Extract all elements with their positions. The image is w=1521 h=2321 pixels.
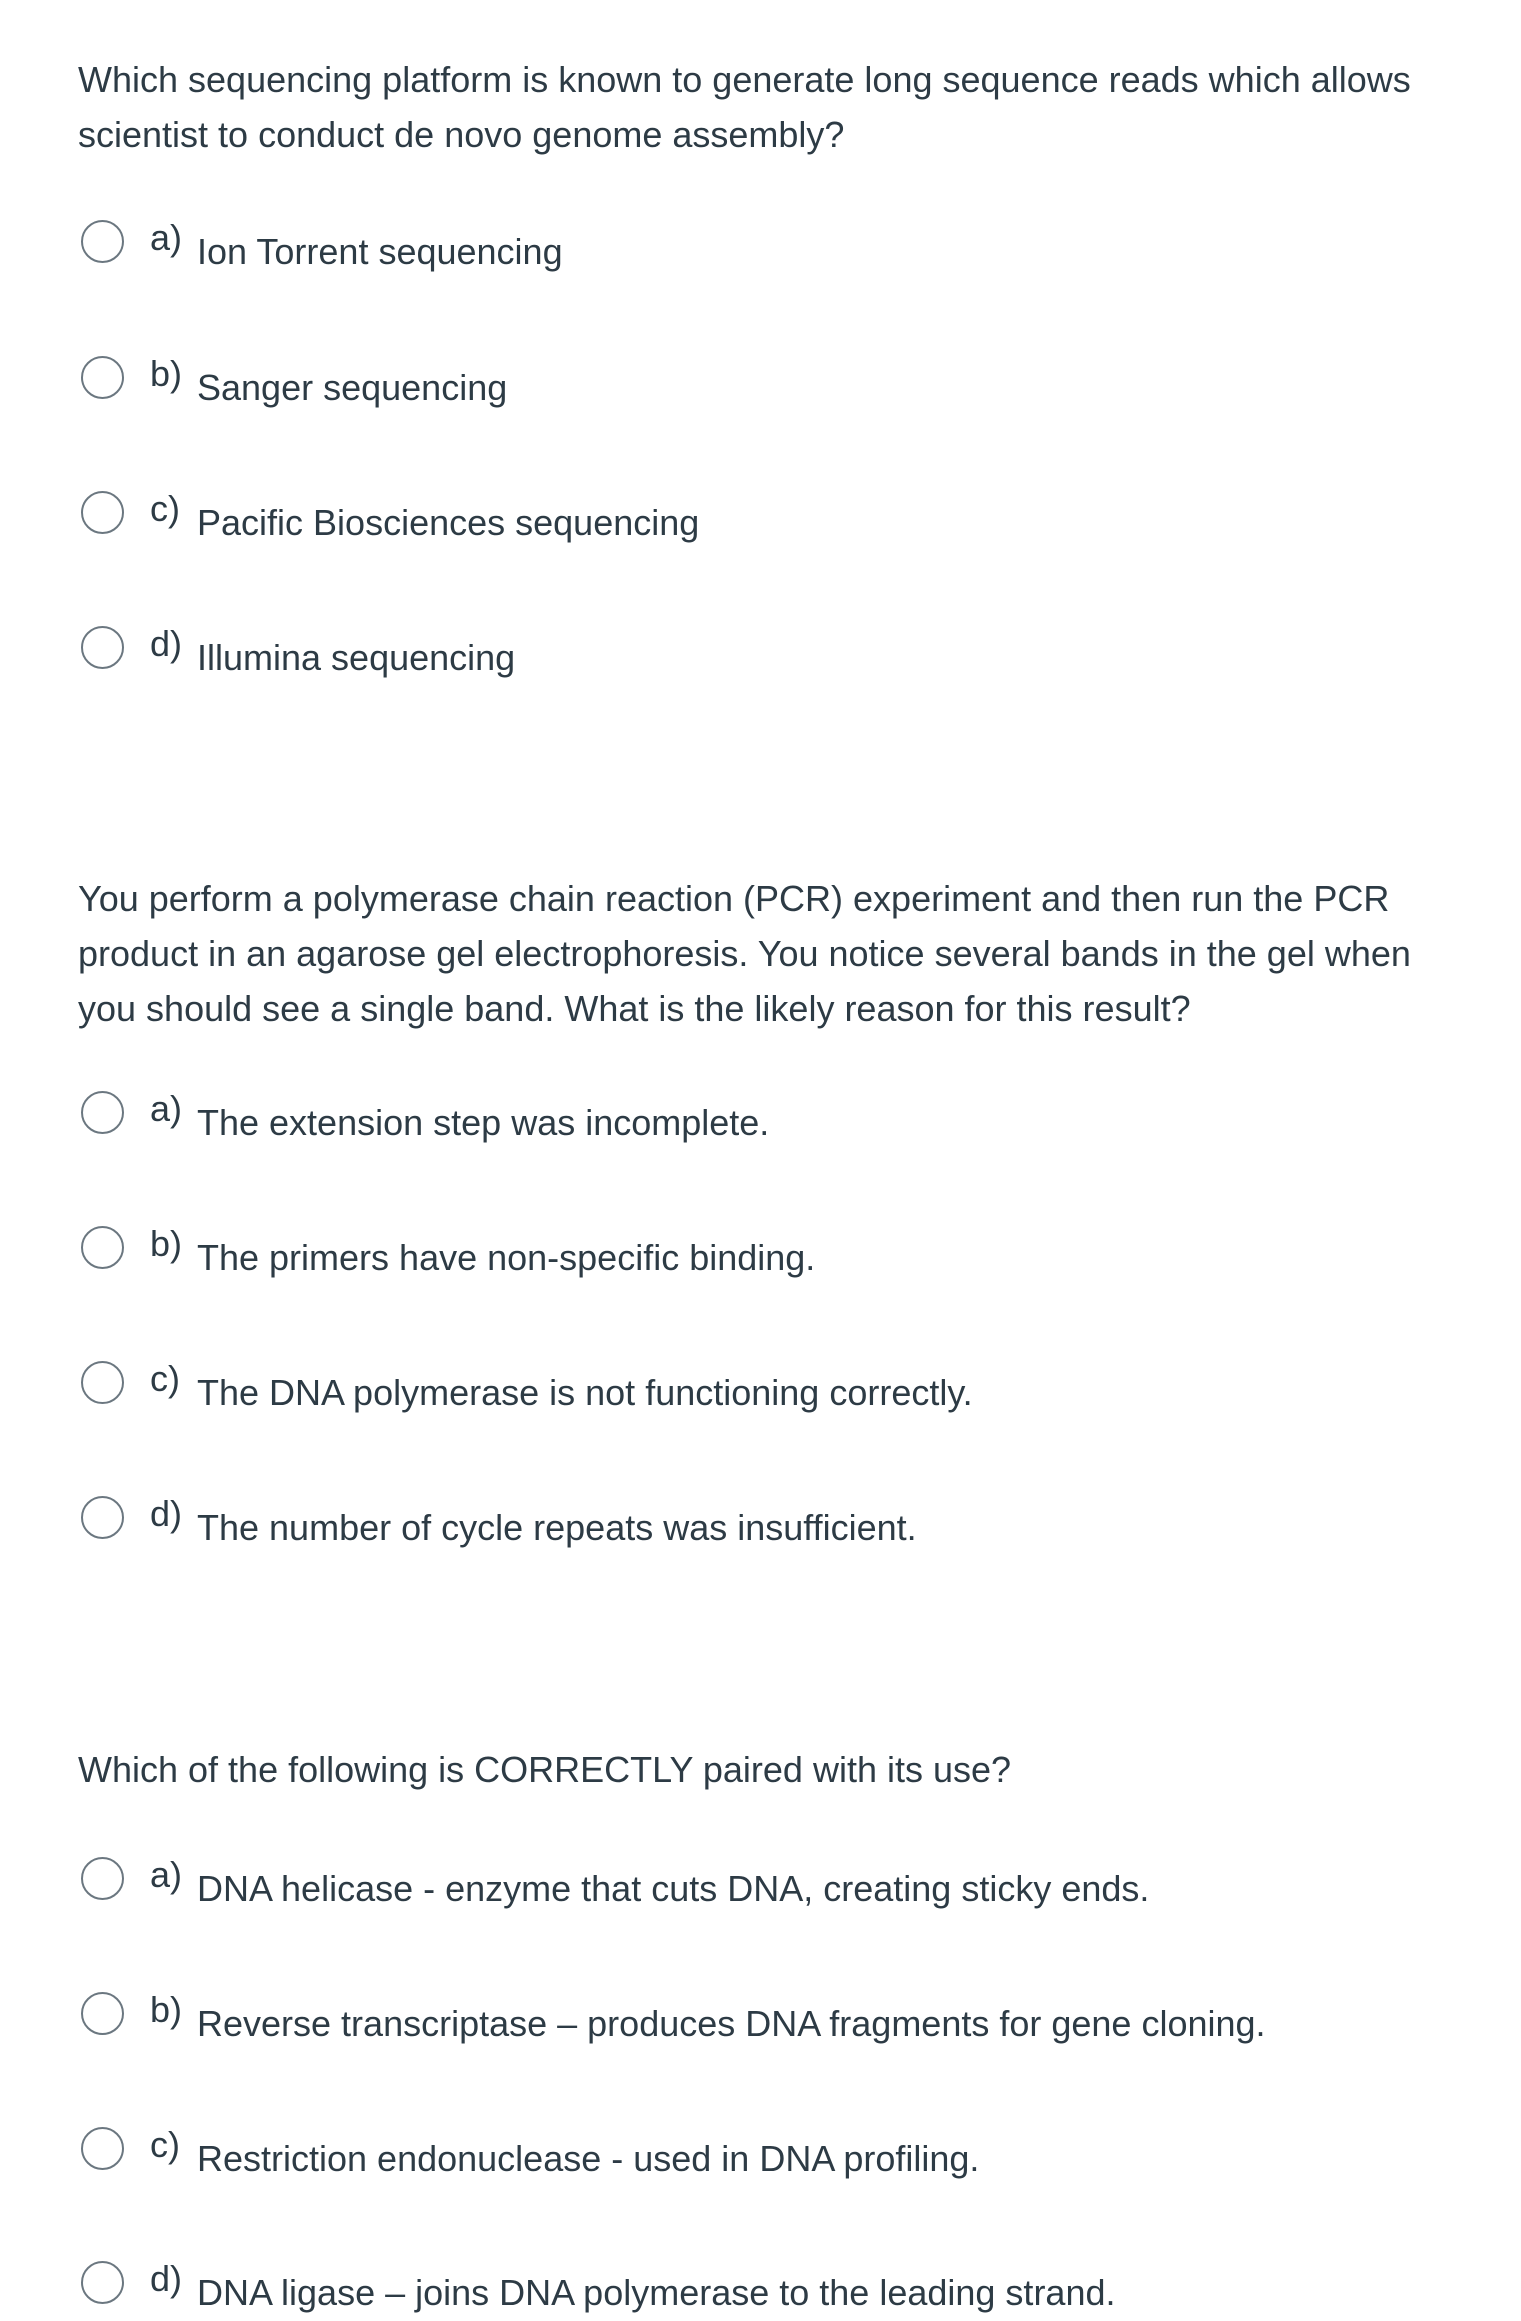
option-letter: c) — [150, 488, 180, 529]
question-3-option-d[interactable] — [78, 2258, 1478, 2321]
option-letter: c) — [150, 2124, 180, 2165]
option-letter: b) — [150, 353, 183, 394]
question-1-text — [78, 52, 1518, 162]
option-label[interactable]: Restriction endonuclease - used in DNA profiling. — [197, 2138, 980, 2179]
radio-button[interactable] — [81, 2261, 124, 2304]
option-label[interactable]: The DNA polymerase is not functioning correctly. — [197, 1372, 973, 1413]
radio-button[interactable] — [81, 1361, 124, 1404]
radio-button[interactable] — [81, 2127, 124, 2170]
option-label[interactable]: Pacific Biosciences sequencing — [197, 502, 700, 543]
option-label[interactable]: Sanger sequencing — [197, 367, 508, 408]
question-2-option-d[interactable] — [78, 1493, 1478, 1556]
option-letter: b) — [150, 1989, 183, 2030]
option-letter: a) — [150, 1854, 183, 1895]
question-3-option-a[interactable] — [78, 1854, 1478, 1917]
option-letter: d) — [150, 2258, 183, 2299]
radio-button[interactable] — [81, 1226, 124, 1269]
question-1-text-line: Which sequencing platform is known to generate long sequence reads which allows — [78, 59, 1411, 100]
question-2-option-b[interactable] — [78, 1223, 1478, 1286]
option-label[interactable]: Reverse transcriptase – produces DNA fragments for gene cloning. — [197, 2003, 1266, 2044]
radio-button[interactable] — [81, 220, 124, 263]
option-letter: a) — [150, 217, 183, 258]
option-label[interactable]: Ion Torrent sequencing — [197, 231, 563, 272]
option-label[interactable]: DNA ligase – joins DNA polymerase to the leading strand. — [197, 2272, 1116, 2313]
option-letter: b) — [150, 1223, 183, 1264]
radio-button[interactable] — [81, 356, 124, 399]
option-label[interactable]: The extension step was incomplete. — [197, 1102, 770, 1143]
question-1-option-c[interactable] — [78, 488, 1478, 551]
radio-button[interactable] — [81, 1857, 124, 1900]
radio-button[interactable] — [81, 491, 124, 534]
option-label[interactable]: DNA helicase - enzyme that cuts DNA, creating sticky ends. — [197, 1868, 1150, 1909]
option-letter: d) — [150, 623, 183, 664]
question-3-text-line: Which of the following is CORRECTLY paired with its use? — [78, 1749, 1012, 1790]
question-1-text-line: scientist to conduct de novo genome assembly? — [78, 114, 845, 155]
question-2-option-a[interactable] — [78, 1088, 1478, 1151]
option-label[interactable]: The number of cycle repeats was insufficient. — [197, 1507, 917, 1548]
question-2-text-line: you should see a single band. What is the likely reason for this result? — [78, 988, 1191, 1029]
option-letter: a) — [150, 1088, 183, 1129]
question-2-text-line: You perform a polymerase chain reaction (PCR) experiment and then run the PCR — [78, 878, 1390, 919]
question-2-text — [78, 871, 1518, 1036]
option-letter: d) — [150, 1493, 183, 1534]
radio-button[interactable] — [81, 1496, 124, 1539]
radio-button[interactable] — [81, 1091, 124, 1134]
option-letter: c) — [150, 1358, 180, 1399]
question-3-text — [78, 1742, 1518, 1797]
question-1-option-a[interactable] — [78, 217, 1478, 280]
radio-button[interactable] — [81, 1992, 124, 2035]
question-2-text-line: product in an agarose gel electrophoresis. You notice several bands in the gel when — [78, 933, 1411, 974]
option-label[interactable]: The primers have non-specific binding. — [197, 1237, 816, 1278]
question-3-option-b[interactable] — [78, 1989, 1478, 2052]
radio-button[interactable] — [81, 626, 124, 669]
option-label[interactable]: Illumina sequencing — [197, 637, 516, 678]
question-1-option-d[interactable] — [78, 623, 1478, 686]
question-3-option-c[interactable] — [78, 2124, 1478, 2187]
question-2-option-c[interactable] — [78, 1358, 1478, 1421]
question-1-option-b[interactable] — [78, 353, 1478, 416]
